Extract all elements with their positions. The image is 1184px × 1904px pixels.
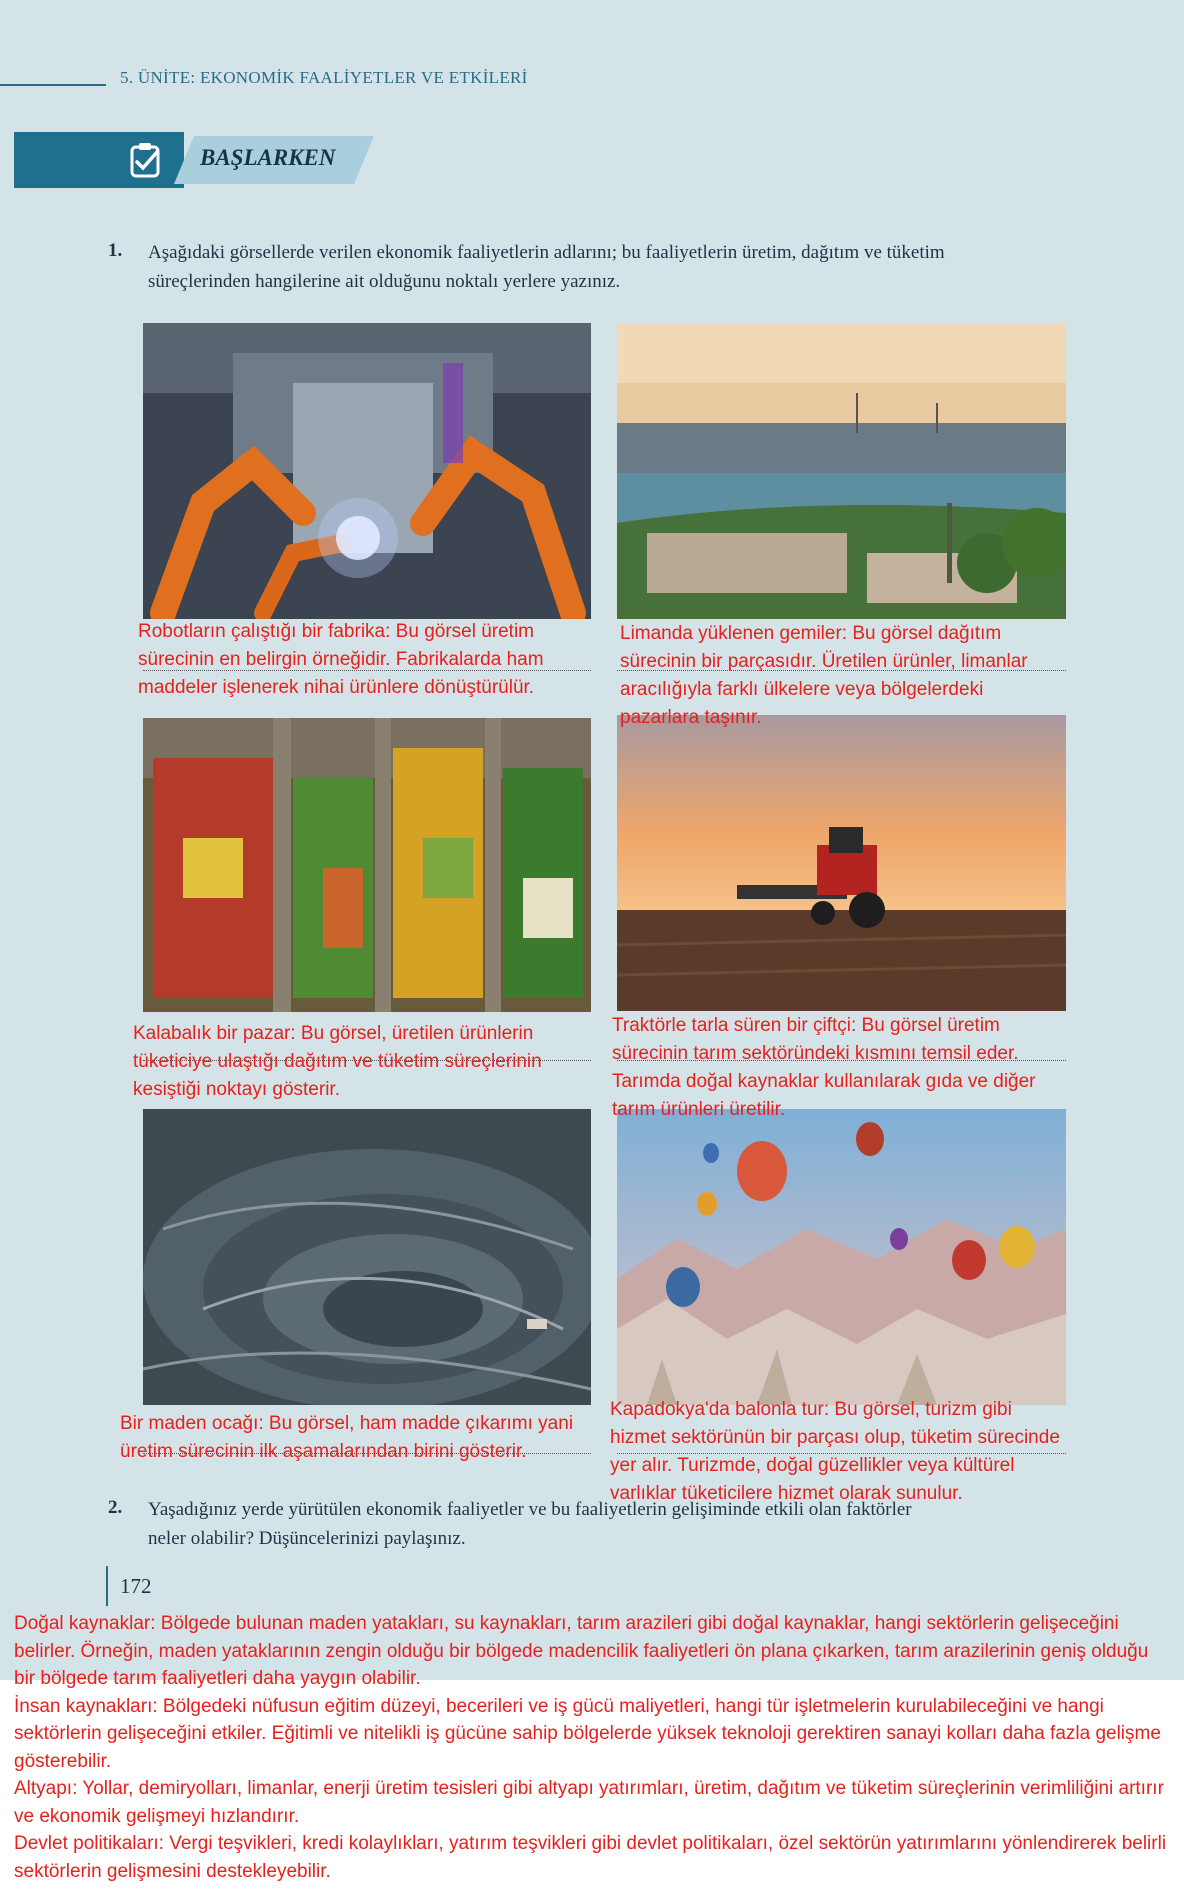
question-2-line-1: Yaşadığınız yerde yürütülen ekonomik faaliyetler ve bu faaliyetlerin gelişiminde etkili olan faktörler: [148, 1499, 912, 1520]
open-pit-mine-photo: [143, 1109, 591, 1405]
vegetable-market-photo: [143, 718, 591, 1012]
question-1-number: 1.: [108, 240, 123, 261]
question-2-answer: [14, 1610, 1174, 1885]
answer-government-policies: Devlet politikaları: Vergi teşvikleri, kredi kolaylıkları, yatırım teşvikleri gibi devlet politikaları, özel sektörün yatırımlarını yönlendirerek belirli sektörlerin gelişmesini destekleyebilir.: [14, 1833, 1167, 1882]
cappadocia-balloons-photo: [617, 1109, 1066, 1405]
answer-text-3: Kalabalık bir pazar: Bu görsel, üretilen ürünlerin tüketiciye ulaştığı dağıtım ve tüketim süreçlerinin kesiştiği noktayı gösterir.: [133, 1023, 542, 1100]
factory-robots-photo: [143, 323, 591, 619]
question-2-line-2: neler olabilir? Düşüncelerinizi paylaşınız.: [148, 1528, 466, 1549]
answer-text-1: Robotların çalıştığı bir fabrika: Bu görsel üretim sürecinin en belirgin örneğidir. Fabrikalarda ham maddeler işlenerek nihai ürünlere dönüştürülür.: [138, 621, 544, 698]
page-number-rule: [106, 1566, 108, 1606]
section-title: BAŞLARKEN: [200, 145, 336, 170]
answer-natural-resources: Doğal kaynaklar: Bölgede bulunan maden yatakları, su kaynakları, tarım arazileri gibi doğal kaynaklar, hangi sektörlerin gelişeceğini belirler. Örneğin, maden yataklarının zengin olduğu bir bölgede madencilik faaliyetleri ön plana çıkarken, tarım arazilerinin geniş olduğu bir bölgede tarım faaliyetleri daha yaygın olabilir.: [14, 1613, 1149, 1689]
page-number: 172: [120, 1574, 152, 1598]
answer-text-4: Traktörle tarla süren bir çiftçi: Bu görsel üretim sürecinin tarım sektöründeki kısmını temsil eder. Tarımda doğal kaynaklar kullanılarak gıda ve diğer tarım ürünleri üretilir.: [612, 1015, 1036, 1120]
unit-header-rule: [0, 84, 106, 86]
harbor-city-photo: [617, 323, 1066, 619]
section-banner: [14, 132, 374, 188]
clipboard-check-icon: [126, 140, 166, 180]
tractor-field-photo: [617, 715, 1066, 1011]
question-1-line-2: süreçlerinden hangilerine ait olduğunu noktalı yerlere yazınız.: [148, 271, 621, 292]
answer-text-5: Bir maden ocağı: Bu görsel, ham madde çıkarımı yani üretim sürecinin ilk aşamalarından birini gösterir.: [120, 1413, 574, 1462]
question-1-line-1: Aşağıdaki görsellerde verilen ekonomik faaliyetlerin adlarını; bu faaliyetlerin üretim, dağıtım ve tüketim: [148, 242, 945, 263]
unit-title: 5. ÜNİTE: EKONOMİK FAALİYETLER VE ETKİLERİ: [120, 68, 528, 87]
answer-infrastructure: Altyapı: Yollar, demiryolları, limanlar, enerji üretim tesisleri gibi altyapı yatırımları, üretim, dağıtım ve tüketim süreçlerinin verimliliğini artırır ve ekonomik gelişmeyi hızlandırır.: [14, 1778, 1164, 1827]
answer-text-2: Limanda yüklenen gemiler: Bu görsel dağıtım sürecinin bir parçasıdır. Üretilen ürünler, limanlar aracılığıyla farklı ülkelere veya bölgelerdeki pazarlara taşınır.: [620, 623, 1028, 728]
question-2-number: 2.: [108, 1497, 123, 1518]
answer-text-6: Kapadokya'da balonla tur: Bu görsel, turizm gibi hizmet sektörünün bir parçası olup, tüketim sürecinde yer alır. Turizmde, doğal güzellikler veya kültürel varlıklar tüketicilere hizmet olarak sunulur.: [610, 1399, 1060, 1504]
answer-human-resources: İnsan kaynakları: Bölgedeki nüfusun eğitim düzeyi, becerileri ve iş gücü maliyetleri, hangi tür işletmelerin kurulabileceğini ve hangi sektörlerin gelişeceğini etkiler. Eğitimli ve nitelikli iş gücüne sahip bölgelerde yüksek teknoloji gerektiren sanayi kolları daha fazla gelişme gösterebilir.: [14, 1695, 1161, 1772]
